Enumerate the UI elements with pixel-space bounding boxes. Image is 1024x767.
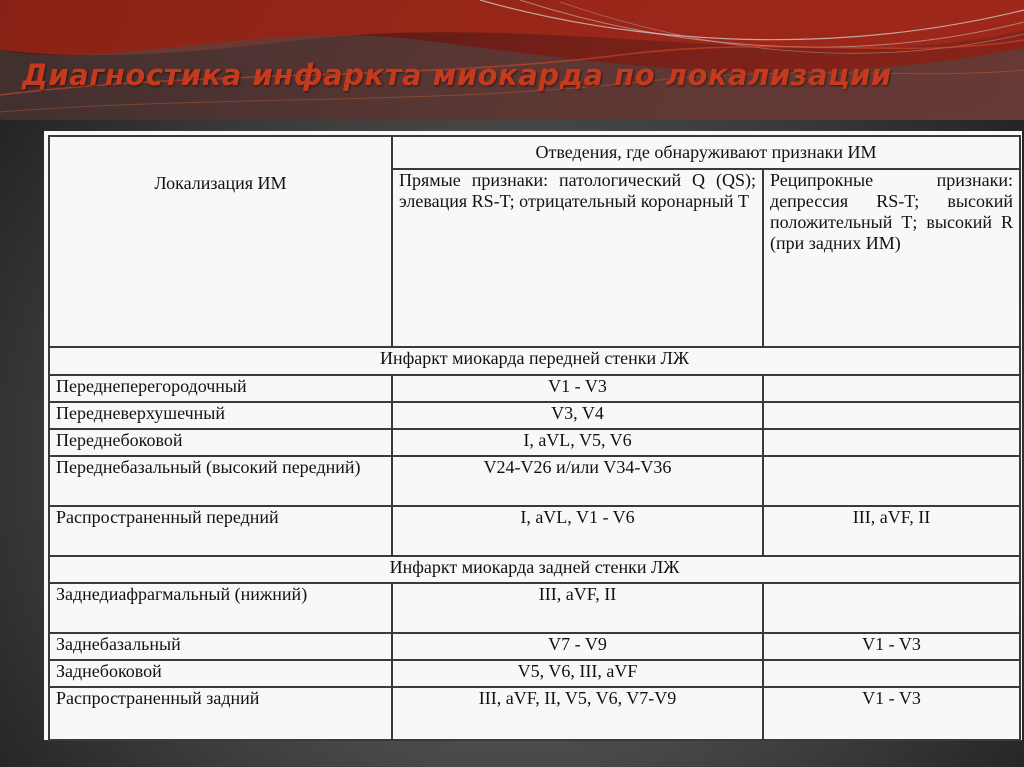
table-row (49, 687, 1020, 740)
table-row (49, 375, 1020, 402)
localization-cell: Передневерхушечный (49, 402, 392, 429)
table-row (49, 456, 1020, 506)
direct-leads-cell: V5, V6, III, aVF (392, 660, 763, 687)
reciprocal-leads-cell (763, 402, 1020, 429)
section-title: Инфаркт миокарда передней стенки ЛЖ (49, 347, 1020, 375)
table-row (49, 583, 1020, 633)
table-row (49, 660, 1020, 687)
localization-cell: Заднебоковой (49, 660, 392, 687)
reciprocal-leads-cell: V1 - V3 (763, 633, 1020, 660)
localization-cell: Переднебазальный (высокий передний) (49, 456, 392, 506)
localization-table (48, 135, 1021, 741)
table-row (49, 633, 1020, 660)
localization-cell: Распространенный задний (49, 687, 392, 740)
direct-signs-header: Прямые признаки: патологический Q (QS); элевация RS-T; отрицательный коронарный Т (392, 169, 763, 347)
slide-title: Диагностика инфаркта миокарда по локализации (22, 58, 892, 92)
table-row (49, 429, 1020, 456)
reciprocal-leads-cell: V1 - V3 (763, 687, 1020, 740)
section-row (49, 556, 1020, 583)
localization-cell: Заднедиафрагмальный (нижний) (49, 583, 392, 633)
section-title: Инфаркт миокарда задней стенки ЛЖ (49, 556, 1020, 583)
direct-leads-cell: V7 - V9 (392, 633, 763, 660)
localization-cell: Переднебоковой (49, 429, 392, 456)
direct-leads-cell: III, aVF, II (392, 583, 763, 633)
reciprocal-leads-cell (763, 583, 1020, 633)
reciprocal-leads-cell (763, 456, 1020, 506)
localization-table-card (44, 131, 1022, 740)
reciprocal-signs-header: Реципрокные признаки: депрессия RS-T; высокий положительный Т; высокий R (при задних ИМ) (763, 169, 1020, 347)
leads-header: Отведения, где обнаруживают признаки ИМ (392, 136, 1020, 169)
direct-leads-cell: V1 - V3 (392, 375, 763, 402)
table-header-row (49, 136, 1020, 169)
reciprocal-leads-cell (763, 660, 1020, 687)
table-row (49, 506, 1020, 556)
localization-cell: Распространенный передний (49, 506, 392, 556)
localization-cell: Переднеперегородочный (49, 375, 392, 402)
direct-leads-cell: V3, V4 (392, 402, 763, 429)
reciprocal-leads-cell (763, 375, 1020, 402)
reciprocal-leads-cell (763, 429, 1020, 456)
table-row (49, 402, 1020, 429)
reciprocal-leads-cell: III, aVF, II (763, 506, 1020, 556)
localization-cell: Заднебазальный (49, 633, 392, 660)
localization-header: Локализация ИМ (49, 136, 392, 347)
section-row (49, 347, 1020, 375)
direct-leads-cell: V24-V26 и/или V34-V36 (392, 456, 763, 506)
direct-leads-cell: III, aVF, II, V5, V6, V7-V9 (392, 687, 763, 740)
direct-leads-cell: I, aVL, V1 - V6 (392, 506, 763, 556)
direct-leads-cell: I, aVL, V5, V6 (392, 429, 763, 456)
